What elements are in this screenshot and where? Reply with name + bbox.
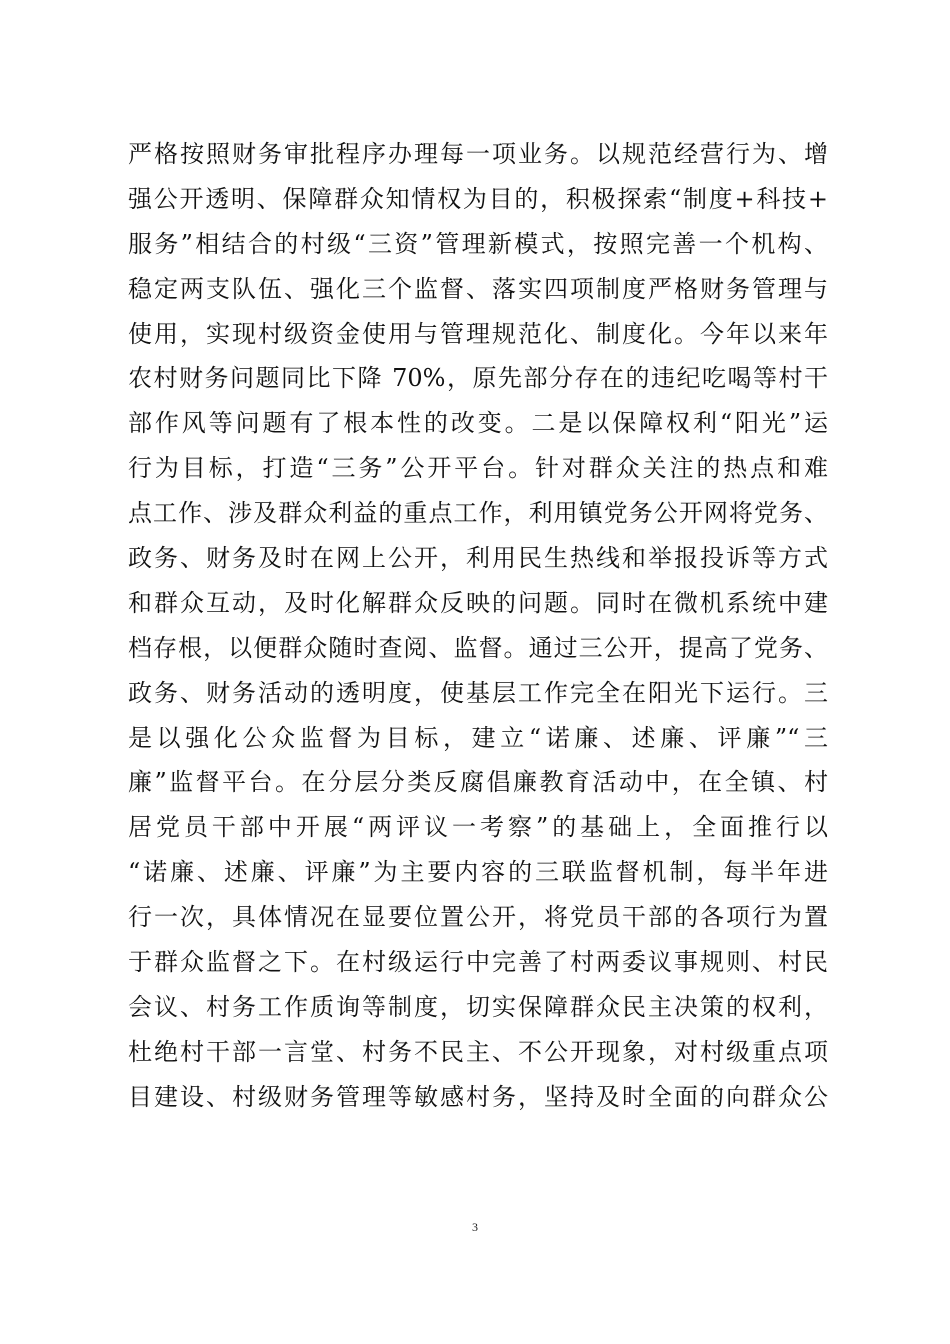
- text-line: 部作风等问题有了根本性的改变。二是以保障权利“阳光”运: [128, 409, 828, 438]
- text-line: 居党员干部中开展“两评议一考察”的基础上，全面推行以: [128, 813, 828, 842]
- text-line: 行为目标，打造“三务”公开平台。针对群众关注的热点和难: [128, 454, 828, 483]
- text-line: 会议、村务工作质询等制度，切实保障群众民主决策的权利，: [128, 992, 828, 1021]
- text-line: 使用，实现村级资金使用与管理规范化、制度化。今年以来年: [128, 319, 828, 348]
- text-line: 点工作、涉及群众利益的重点工作，利用镇党务公开网将党务、: [128, 499, 828, 528]
- text-line: 政务、财务及时在网上公开，利用民生热线和举报投诉等方式: [128, 544, 828, 573]
- text-line: 目建设、村级财务管理等敏感村务，坚持及时全面的向群众公: [128, 1082, 828, 1111]
- text-line: 档存根，以便群众随时查阅、监督。通过三公开，提高了党务、: [128, 633, 828, 662]
- text-line: 政务、财务活动的透明度，使基层工作完全在阳光下运行。三: [128, 678, 828, 707]
- page-number: 3: [472, 1220, 478, 1234]
- text-line: 和群众互动，及时化解群众反映的问题。同时在微机系统中建: [128, 588, 828, 617]
- text-line: 农村财务问题同比下降 70%，原先部分存在的违纪吃喝等村干: [128, 364, 828, 393]
- text-line: 是以强化公众监督为目标，建立“诺廉、述廉、评廉”“三: [128, 723, 828, 752]
- text-line: 严格按照财务审批程序办理每一项业务。以规范经营行为、增: [128, 140, 828, 168]
- text-line: 于群众监督之下。在村级运行中完善了村两委议事规则、村民: [128, 948, 828, 977]
- text-line: 稳定两支队伍、强化三个监督、落实四项制度严格财务管理与: [128, 274, 828, 303]
- text-line: 行一次，具体情况在显要位置公开，将党员干部的各项行为置: [128, 903, 828, 932]
- body-paragraph: [128, 132, 828, 1120]
- text-line: 服务”相结合的村级“三资”管理新模式，按照完善一个机构、: [128, 229, 828, 258]
- text-line: 廉”监督平台。在分层分类反腐倡廉教育活动中，在全镇、村: [128, 768, 828, 797]
- text-line: 强公开透明、保障群众知情权为目的，积极探索“制度+科技+: [128, 184, 828, 213]
- text-line: 杜绝村干部一言堂、村务不民主、不公开现象，对村级重点项: [128, 1037, 828, 1066]
- text-line: “诺廉、述廉、评廉”为主要内容的三联监督机制，每半年进: [128, 858, 828, 887]
